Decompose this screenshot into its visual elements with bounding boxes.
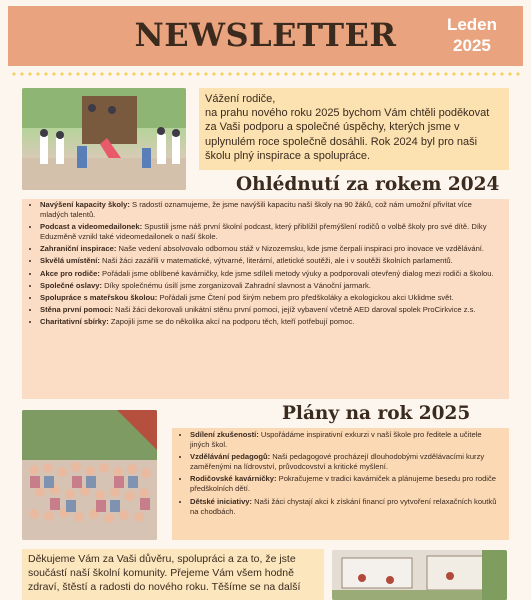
plans-title: Plány na rok 2025 bbox=[282, 403, 471, 424]
closing-text: Děkujeme Vám za Vaši důvěru, spolupráci a za to, že jste součástí naší školní komunity. Přejeme Vám všem hodně zdraví, štěstí a radosti do nového roku. Těšíme se na další bbox=[28, 553, 301, 593]
list-item: • Skvělá umístění: Naši žáci zazářili v matematické, výtvarné, literární, atletické soutěži, ale i v soutěži školních parlamentů. bbox=[40, 256, 501, 266]
newsletter-title: NEWSLETTER bbox=[134, 16, 397, 54]
review-panel bbox=[22, 199, 509, 399]
list-item: • Sdílení zkušeností: Uspořádáme inspirativní exkurzi v naší škole pro ředitele a učitele jiných škol. bbox=[190, 430, 501, 450]
group-photo bbox=[22, 410, 157, 540]
list-item: • Charitativní sbírky: Zapojili jsme se do několika akcí na podporu těch, kteří potřebují pomoc. bbox=[40, 317, 501, 327]
list-item: • Podcast a videomedailonek: Spustili jsme náš první školní podcast, který přiblížil přemýšlení rodičů o volbě školy pro své dítě. Díky Eduzměně vznikl také videomedailonek o naší škole. bbox=[40, 222, 501, 242]
closing-box bbox=[22, 549, 324, 600]
playground-photo bbox=[22, 88, 186, 190]
plans-panel bbox=[172, 428, 509, 540]
issue-year: 2025 bbox=[453, 36, 491, 55]
list-item: • Rodičovské kavárničky: Pokračujeme v tradici kavárniček a plánujeme besedu pro rodiče předškolních dětí. bbox=[190, 474, 501, 494]
list-item: • Zahraniční inspirace: Naše vedení absolvovalo odbornou stáž v Nizozemsku, kde jsme čerpali inspiraci pro inovace ve vzdělávání. bbox=[40, 244, 501, 254]
dotted-divider bbox=[10, 72, 520, 76]
list-item: • Stěna první pomoci: Naši žáci dekorovali unikátní stěnu první pomoci, jejíž vybavení včetně AED daroval spolek ProCirkvice z.s. bbox=[40, 305, 501, 315]
newsletter-header bbox=[8, 6, 523, 66]
list-item: • Spolupráce s mateřskou školou: Pořádali jsme Čtení pod širým nebem pro předškoláky a ekologickou akci Uklidme svět. bbox=[40, 293, 501, 303]
intro-text: na prahu nového roku 2025 bychom Vám chtěli poděkovat za Vaši podporu a společné úspěchy, kterých jsme v uplynulém roce společně dosáhli. Rok 2024 byl pro naši školu plný inspirace a spolupráce. bbox=[205, 107, 490, 162]
issue-month: Leden bbox=[446, 15, 497, 34]
list-item: • Dětské iniciativy: Naši žáci chystají akci k získání financí pro vytvoření relaxačních koutků na chodbách. bbox=[190, 497, 501, 517]
list-item: • Akce pro rodiče: Pořádali jsme oblíbené kavárničky, kde jsme sdíleli metody výuky a podporovali otevřený dialog mezi rodiči a školou. bbox=[40, 269, 501, 279]
list-item: • Navýšení kapacity školy: S radostí oznamujeme, že jsme navýšili kapacitu naší školy na 90 žáků, což nám umožní přivítat více mladých talentů. bbox=[40, 200, 501, 220]
group-photo-illustration bbox=[22, 410, 157, 540]
intro-box bbox=[199, 88, 509, 170]
market-photo bbox=[332, 550, 507, 600]
review-title: Ohlédnutí za rokem 2024 bbox=[236, 174, 500, 195]
list-item: • Společné oslavy: Díky společnému úsilí jsme zorganizovali Zahradní slavnost a Vánoční jarmark. bbox=[40, 281, 501, 291]
playground-photo-illustration bbox=[22, 88, 186, 190]
intro-salutation: Vážení rodiče, bbox=[205, 93, 276, 105]
market-photo-illustration bbox=[332, 550, 507, 600]
issue-date bbox=[447, 14, 497, 56]
list-item: • Vzdělávání pedagogů: Naši pedagogové procházejí dlouhodobými vzdělávacími kurzy zaměřenými na lídrovství, průvodcovství a kritické myšlení. bbox=[190, 452, 501, 472]
